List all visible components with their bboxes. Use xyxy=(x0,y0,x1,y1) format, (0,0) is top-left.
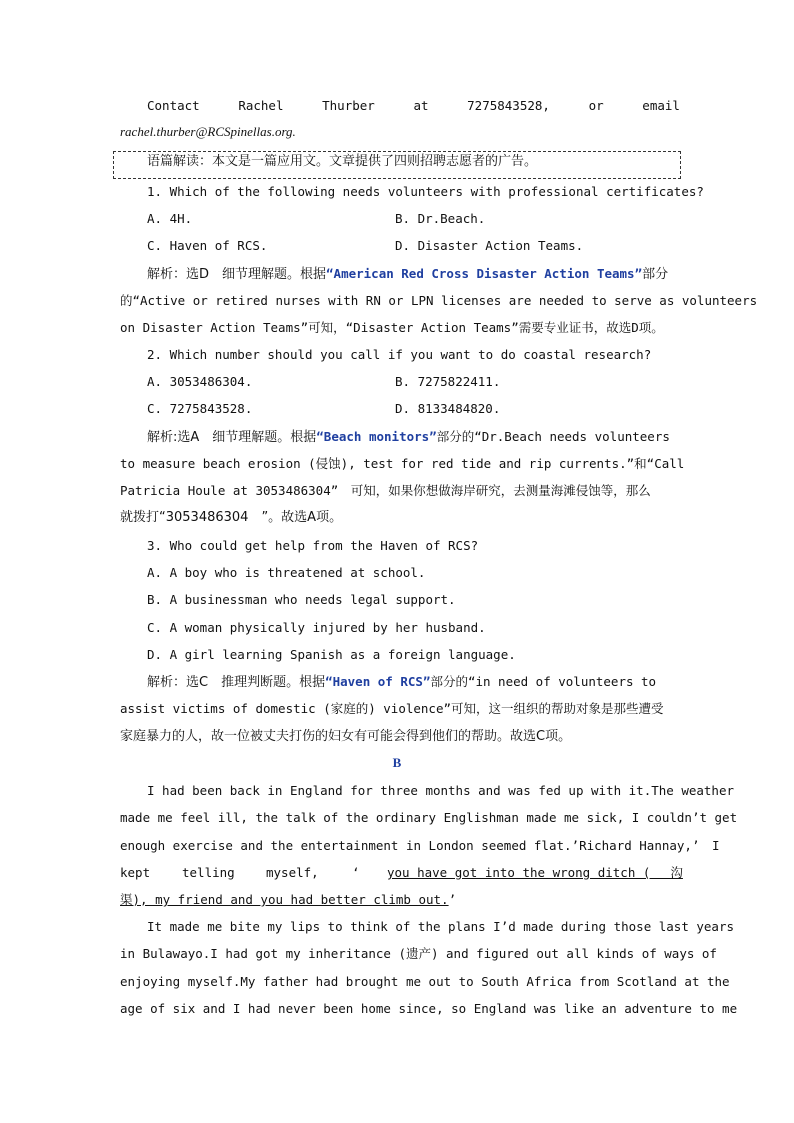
passage-summary: 语篇解读：本文是一篇应用文。文章提供了四则招聘志愿者的广告。 xyxy=(147,154,538,169)
q3-option-c: C. A woman physically injured by her husband. xyxy=(147,620,486,635)
passage-line-underlined xyxy=(120,890,680,910)
q3-option-d: D. A girl learning Spanish as a foreign language. xyxy=(147,647,516,662)
passage-line: It made me bite my lips to think of the plans I’d made during those last years xyxy=(147,919,734,934)
q1-options-row2 xyxy=(147,236,680,256)
q2-option-c: C. 7275843528. xyxy=(147,401,253,416)
q1-option-b: B. Dr.Beach. xyxy=(395,211,486,226)
passage-line: enjoying myself.My father had brought me out to South Africa from Scotland at the xyxy=(120,974,730,989)
q2-exp-line2: to measure beach erosion (侵蚀), test for red tide and rip currents.”和“Call xyxy=(120,456,685,471)
passage-line: age of six and I had never been home since, so England was like an adventure to me xyxy=(120,1001,738,1016)
q3-exp-line3: 家庭暴力的人，故一位被丈夫打伤的妇女有可能会得到他们的帮助。故选C项。 xyxy=(120,729,572,744)
contact-email: rachel.thurber@RCSpinellas.org. xyxy=(120,124,296,139)
contact-word: or xyxy=(588,98,604,113)
q2-exp-keyword: “Beach monitors” xyxy=(316,429,437,444)
question-2: 2. Which number should you call if you want to do coastal research? xyxy=(147,347,652,362)
contact-word: Contact xyxy=(147,98,200,113)
question-3: 3. Who could get help from the Haven of RCS? xyxy=(147,538,479,553)
contact-line xyxy=(147,96,680,116)
q1-option-c: C. Haven of RCS. xyxy=(147,238,268,253)
q1-exp-line3: on Disaster Action Teams”可知，“Disaster Action Teams”需要专业证书，故选D项。 xyxy=(120,320,664,335)
q1-exp-suffix: 部分 xyxy=(642,267,669,282)
passage-line: I had been back in England for three months and was fed up with it.The weather xyxy=(147,783,734,798)
underlined-sentence: you have got into the wrong ditch ( 沟 xyxy=(387,865,683,880)
quote-mark: ’ xyxy=(448,892,457,907)
contact-phone: 7275843528, xyxy=(467,98,550,113)
q2-option-d: D. 8133484820. xyxy=(395,401,501,416)
q2-option-b: B. 7275822411. xyxy=(395,374,501,389)
q1-option-a: A. 4H. xyxy=(147,211,193,226)
passage-line-underlined xyxy=(120,863,683,883)
q2-exp-suffix: 部分的“Dr.Beach needs volunteers xyxy=(436,429,670,444)
q2-options-row2 xyxy=(147,399,680,419)
q1-exp-prefix: 解析：选D 细节理解题。根据 xyxy=(147,267,327,282)
passage-word: myself, xyxy=(266,865,319,880)
q1-exp-keyword: “American Red Cross Disaster Action Teams” xyxy=(326,266,643,281)
q3-option-b: B. A businessman who needs legal support. xyxy=(147,592,456,607)
q3-exp-prefix: 解析：选C 推理判断题。根据 xyxy=(147,675,326,690)
q3-exp-suffix: 部分的“in need of volunteers to xyxy=(430,674,657,689)
question-1: 1. Which of the following needs volunteers with professional certificates? xyxy=(147,184,704,199)
q3-exp-line2: assist victims of domestic (家庭的) violence”可知，这一组织的帮助对象是那些遭受 xyxy=(120,701,664,716)
q2-option-a: A. 3053486304. xyxy=(147,374,253,389)
q1-exp-line2: 的“Active or retired nurses with RN or LPN licenses are needed to serve as volunteers xyxy=(120,293,758,308)
q3-option-a: A. A boy who is threatened at school. xyxy=(147,565,426,580)
passage-word: kept xyxy=(120,865,151,880)
q2-exp-prefix: 解析:选A 细节理解题。根据 xyxy=(147,430,317,445)
q1-options-row1 xyxy=(147,209,680,229)
contact-word: email xyxy=(642,98,680,113)
passage-line: in Bulawayo.I had got my inheritance (遗产) and figured out all kinds of ways of xyxy=(120,946,717,961)
q2-explanation xyxy=(147,427,680,447)
q3-exp-keyword: “Haven of RCS” xyxy=(325,674,431,689)
passage-word: ‘ xyxy=(352,865,360,880)
q2-exp-line4: 就拨打“3053486304 ”。故选A项。 xyxy=(120,510,343,525)
q2-options-row1 xyxy=(147,372,680,392)
section-heading-b: B xyxy=(392,755,402,770)
q2-exp-line3: Patricia Houle at 3053486304” 可知，如果你想做海岸研究，去测量海滩侵蚀等，那么 xyxy=(120,483,651,498)
passage-line: enough exercise and the entertainment in London seemed flat.’Richard Hannay,’ I xyxy=(120,838,720,853)
passage-word: telling xyxy=(182,865,235,880)
underlined-sentence: 渠), my friend and you had better climb out. xyxy=(120,892,449,907)
q3-explanation xyxy=(147,672,680,692)
contact-word: Thurber xyxy=(322,98,375,113)
contact-word: at xyxy=(413,98,429,113)
q1-explanation xyxy=(147,264,680,284)
contact-word: Rachel xyxy=(238,98,284,113)
passage-line: made me feel ill, the talk of the ordinary Englishman made me sick, I couldn’t get xyxy=(120,810,738,825)
q1-option-d: D. Disaster Action Teams. xyxy=(395,238,584,253)
